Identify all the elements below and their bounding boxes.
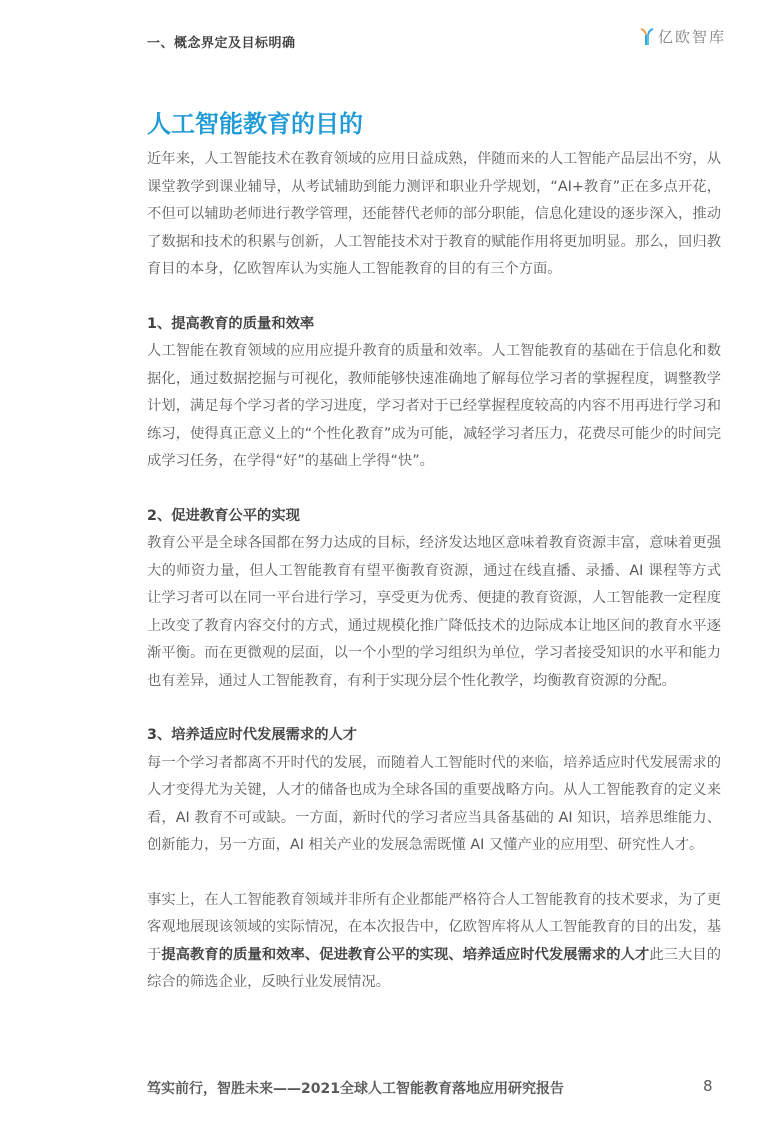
logo-text: 亿欧智库	[658, 28, 727, 46]
footer-report-title: 笃实前行，智胜未来——2021全球人工智能教育落地应用研究报告	[147, 1081, 564, 1097]
logo	[640, 26, 726, 47]
section-body-1: 人工智能在教育领域的应用应提升教育的质量和效率。人工智能教育的基础在于信息化和数据化，通过数据挖掘与可视化，教师能够快速准确地了解每位学习者的掌握程度，调整教学计划，满足每个学习者的学习进度，学习者对于已经掌握程度较高的内容不用再进行学习和练习，使得真正意义上的“个性化教育”成为可能，减轻学习者压力，花费尽可能少的时间完成学习任务，在学得“好”的基础上学得“快”。	[147, 343, 721, 469]
intro-paragraph: 近年来，人工智能技术在教育领域的应用日益成熟，伴随而来的人工智能产品层出不穷，从课堂教学到课业辅导，从考试辅助到能力测评和职业升学规划，“AI+教育”正在多点开花，不但可以辅助老师进行教学管理，还能替代老师的部分职能，信息化建设的逐步深入，推动了数据和技术的积累与创新，人工智能技术对于教育的赋能作用将更加明显。那么，回归教育目的本身，亿欧智库认为实施人工智能教育的目的有三个方面。	[147, 151, 721, 277]
section-heading-1: 1、提高教育的质量和效率	[147, 315, 315, 332]
section-body-3: 每一个学习者都离不开时代的发展，而随着人工智能时代的来临，培养适应时代发展需求的人才变得尤为关键，人才的储备也成为全球各国的重要战略方向。从人工智能教育的定义来看，AI 教育不可或缺。一方面，新时代的学习者应当具备基础的 AI 知识，培养思维能力、创新能力，另一方面，AI 相关产业的发展急需既懂 AI 又懂产业的应用型、研究性人才。	[147, 754, 721, 853]
conclusion-text-1: 事实上，在人工智能教育领域并非所有企业都能严格符合人工智能教育的技术要求，为了更客观地展现该领域的实际情况，在本次报告中，亿欧智库将从人工智能教育的目的出发，基于	[147, 891, 721, 963]
section-heading-2: 2、促进教育公平的实现	[147, 507, 300, 524]
section-body-2: 教育公平是全球各国都在努力达成的目标，经济发达地区意味着教育资源丰富，意味着更强大的师资力量，但人工智能教育有望平衡教育资源，通过在线直播、录播、AI 课程等方式让学习者可以在同一平台进行学习，享受更为优秀、便捷的教育资源，人工智能教一定程度上改变了教育内容交付的方式，通过规模化推广降低技术的边际成本让地区间的教育水平逐渐平衡。而在更微观的层面，以一个小型的学习组织为单位，学习者接受知识的水平和能力也有差异，通过人工智能教育，有利于实现分层个性化教学，均衡教育资源的分配。	[147, 535, 721, 689]
conclusion-paragraph	[147, 887, 721, 997]
logo-y-icon	[640, 28, 654, 46]
main-content	[147, 146, 721, 997]
conclusion-bold-text: 提高教育的质量和效率、促进教育公平的实现、培养适应时代发展需求的人才	[161, 946, 650, 963]
conclusion-text-2: 此三大目的综合的筛选企业，反映行业发展情况。	[147, 946, 722, 990]
section-heading-3: 3、培养适应时代发展需求的人才	[147, 727, 358, 743]
page-title: 人工智能教育的目的	[147, 110, 363, 138]
chapter-title: 一、概念界定及目标明确	[147, 36, 296, 51]
page-number: 8	[703, 1077, 713, 1095]
